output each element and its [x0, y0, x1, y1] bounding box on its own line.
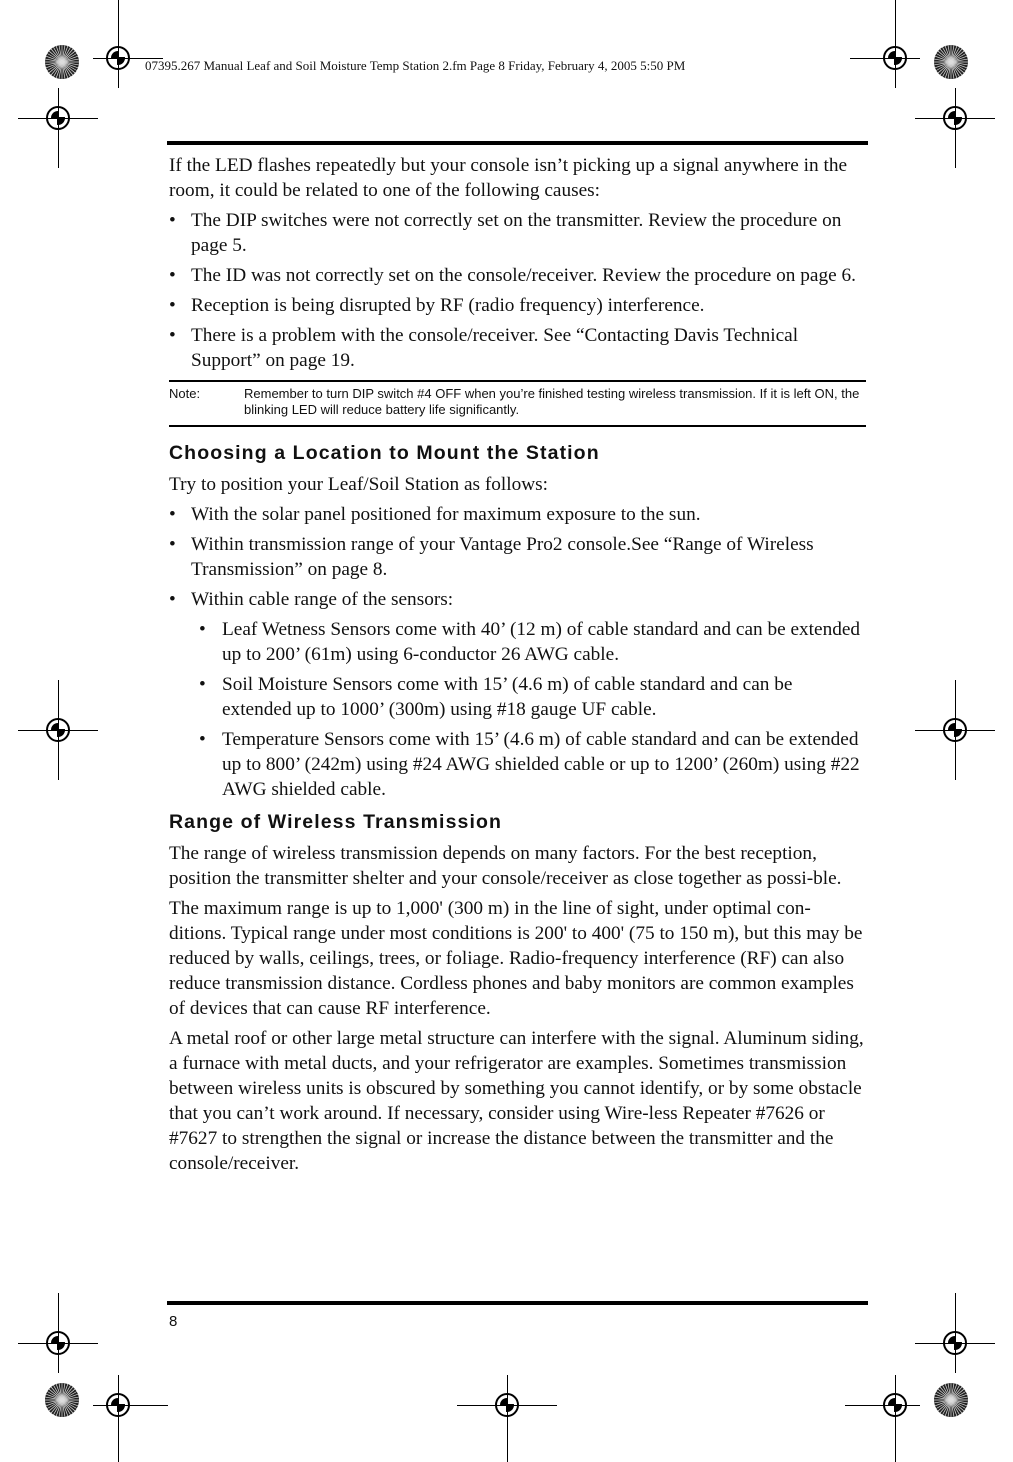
cause-item: • Reception is being disrupted by RF (radio frequency) interference. — [169, 295, 705, 316]
bullet: • — [169, 265, 176, 286]
color-bar-star-mark — [44, 44, 80, 80]
sensor-cable-item: • Temperature Sensors come with 15’ (4.6 m) of cable standard and can be extended up to 800’ (242m) using #24 AWG shielded cable or up to 1200’ (260m) using #22 AWG shielded cable. — [199, 729, 860, 800]
note-text: Remember to turn DIP switch #4 OFF when you’re finished testing wireless transmission. If it is left ON, the blinking LED will reduce battery life significantly. — [244, 386, 860, 417]
color-bar-star-mark — [933, 1382, 969, 1418]
bullet: • — [199, 619, 206, 640]
range-heading: Range of Wireless Transmission — [169, 811, 503, 833]
range-paragraph: The range of wireless transmission depends on many factors. For the best reception, position the transmitter shelter and your console/receiver as close together as possi-ble. — [169, 843, 842, 889]
range-paragraph: A metal roof or other large metal structure can interfere with the signal. Aluminum siding, a furnace with metal ducts, and your refrigerator are examples. Sometimes transmission between wireless units is obscured by something you cannot identify, or by some obstacle that you can’t work around. If necessary, consider using Wire-less Repeater #7626 or #7627 to strengthen the signal or increase the distance between the transmitter and the console/receiver. — [169, 1028, 864, 1174]
location-intro: Try to position your Leaf/Soil Station as follows: — [169, 474, 549, 495]
page-number: 8 — [169, 1313, 178, 1330]
cause-item: • There is a problem with the console/receiver. See “Contacting Davis Technical Support” on page 19. — [169, 325, 799, 371]
note-box — [169, 380, 866, 427]
bullet: • — [169, 325, 176, 346]
page-content — [169, 153, 866, 1181]
bullet: • — [169, 534, 176, 555]
top-rule — [167, 141, 868, 145]
location-item: • Within transmission range of your Vantage Pro2 console.See “Range of Wireless Transmission” on page 8. — [169, 534, 814, 580]
bullet: • — [169, 589, 176, 610]
bullet: • — [199, 674, 206, 695]
bottom-rule — [167, 1301, 868, 1305]
color-bar-star-mark — [44, 1382, 80, 1418]
range-paragraph: The maximum range is up to 1,000' (300 m) in the line of sight, under optimal con-ditions. Typical range under most conditions is 200' to 400' (75 to 150 m), but this may be reduced by walls, ceilings, trees, or foliage. Radio-frequency interference (RF) can also reduce transmission distance. Cordless phones and baby monitors are common examples of devices that can cause RF interference. — [169, 898, 863, 1019]
sensor-cable-item: • Soil Moisture Sensors come with 15’ (4.6 m) of cable standard and can be extended up to 1000’ (300m) using #18 gauge UF cable. — [199, 674, 793, 720]
color-bar-star-mark — [933, 44, 969, 80]
bullet: • — [169, 295, 176, 316]
note-label: Note: — [169, 386, 201, 401]
sensor-cable-item: • Leaf Wetness Sensors come with 40’ (12 m) of cable standard and can be extended up to 200’ (61m) using 6-conductor 26 AWG cable. — [199, 619, 861, 665]
file-info-header: 07395.267 Manual Leaf and Soil Moisture Temp Station 2.fm Page 8 Friday, February 4, 2005 5:50 PM — [145, 58, 686, 73]
intro-paragraph: If the LED flashes repeatedly but your console isn’t picking up a signal anywhere in the room, it could be related to one of the following causes: — [169, 155, 848, 201]
cause-item: • The DIP switches were not correctly set on the transmitter. Review the procedure on page 5. — [169, 210, 842, 256]
location-heading: Choosing a Location to Mount the Station — [169, 442, 600, 464]
bullet: • — [199, 729, 206, 750]
location-item: • Within cable range of the sensors: — [169, 589, 454, 610]
cause-item: • The ID was not correctly set on the console/receiver. Review the procedure on page 6. — [169, 265, 856, 286]
bullet: • — [169, 210, 176, 231]
bullet: • — [169, 504, 176, 525]
location-item: • With the solar panel positioned for maximum exposure to the sun. — [169, 504, 701, 525]
